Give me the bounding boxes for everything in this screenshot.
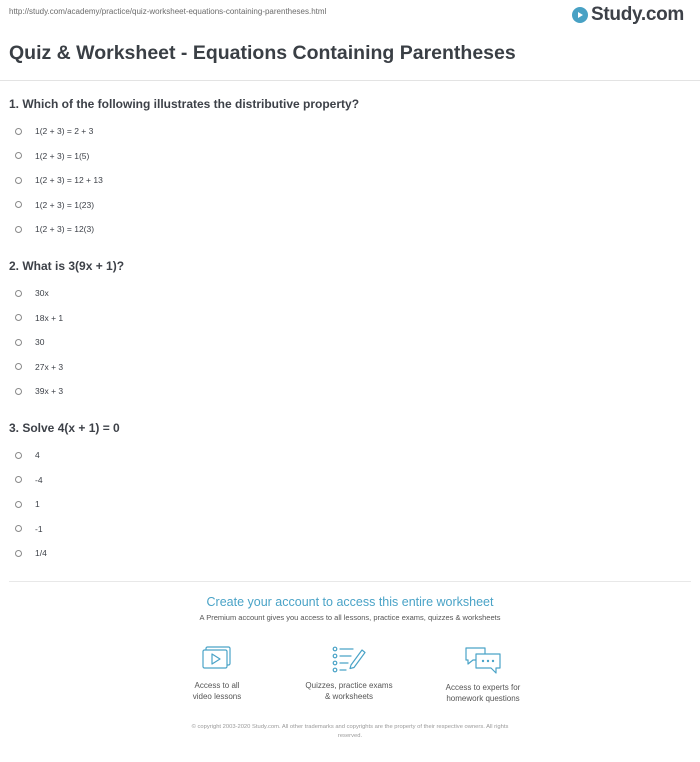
answer-option[interactable] [9, 217, 689, 242]
answer-label: 1(2 + 3) = 1(23) [35, 199, 95, 210]
feature-label-line: & worksheets [324, 692, 374, 701]
radio-button[interactable] [15, 226, 22, 233]
page-url: http://study.com/academy/practice/quiz-worksheet-equations-containing-parentheses.html [9, 7, 327, 16]
answer-option[interactable] [9, 379, 689, 404]
feature-label-line: video lessons [192, 692, 242, 701]
radio-button[interactable] [15, 550, 22, 557]
radio-button[interactable] [15, 363, 22, 370]
answer-option[interactable] [9, 443, 689, 468]
answer-label: 39x + 3 [35, 386, 64, 397]
cta-subtitle: A Premium account gives you access to all lessons, practice exams, quizzes & worksheets [199, 613, 501, 622]
question-text: 2. What is 3(9x + 1)? [9, 259, 125, 273]
answer-option[interactable] [9, 355, 689, 380]
radio-button[interactable] [15, 290, 22, 297]
answer-label: 30 [35, 337, 45, 348]
cta-title[interactable]: Create your account to access this entire worksheet [206, 595, 494, 609]
answer-label: -4 [35, 474, 43, 485]
answer-option[interactable] [9, 306, 689, 331]
cta-divider [9, 581, 691, 582]
feature-label-line: Access to experts for [445, 683, 521, 692]
radio-button[interactable] [15, 152, 22, 159]
feature-video-lessons [152, 645, 282, 702]
feature-quizzes [284, 645, 414, 702]
answer-option[interactable] [9, 330, 689, 355]
radio-button[interactable] [15, 339, 22, 346]
answer-option[interactable] [9, 517, 689, 542]
copyright-line: © copyright 2003-2020 Study.com. All other trademarks and copyrights are the property of their respective owners. All rights [191, 724, 509, 730]
radio-button[interactable] [15, 501, 22, 508]
chat-bubble-icon [418, 645, 548, 675]
answer-option[interactable] [9, 144, 689, 169]
feature-label-line: homework questions [446, 694, 520, 703]
radio-button[interactable] [15, 128, 22, 135]
question-text: 1. Which of the following illustrates the distributive property? [9, 97, 360, 111]
answer-label: -1 [35, 523, 43, 534]
answer-option[interactable] [9, 541, 689, 566]
answer-option[interactable] [9, 492, 689, 517]
answer-label: 1(2 + 3) = 12(3) [35, 224, 95, 235]
radio-button[interactable] [15, 388, 22, 395]
answer-label: 30x [35, 288, 49, 299]
answer-label: 27x + 3 [35, 361, 64, 372]
answer-label: 1(2 + 3) = 12 + 13 [35, 175, 103, 186]
feature-label-line: Quizzes, practice exams [305, 681, 393, 690]
page-title: Quiz & Worksheet - Equations Containing Parentheses [9, 42, 516, 64]
feature-label-line: Access to all [194, 681, 240, 690]
answer-option[interactable] [9, 119, 689, 144]
answer-label: 1/4 [35, 548, 47, 559]
answer-label: 1(2 + 3) = 2 + 3 [35, 126, 94, 137]
question-3 [9, 420, 689, 566]
video-lesson-icon [152, 645, 282, 673]
answer-option[interactable] [9, 468, 689, 493]
answer-option[interactable] [9, 193, 689, 218]
radio-button[interactable] [15, 452, 22, 459]
answer-option[interactable] [9, 281, 689, 306]
feature-experts [418, 645, 548, 704]
question-2 [9, 258, 689, 404]
answer-option[interactable] [9, 168, 689, 193]
study-logo[interactable] [572, 4, 684, 26]
quiz-checklist-icon [284, 645, 414, 673]
answer-label: 18x + 1 [35, 312, 64, 323]
copyright-line: reserved. [337, 733, 363, 739]
radio-button[interactable] [15, 201, 22, 208]
copyright [120, 723, 580, 741]
answer-label: 4 [35, 450, 40, 461]
radio-button[interactable] [15, 525, 22, 532]
answer-label: 1(2 + 3) = 1(5) [35, 150, 90, 161]
logo-text: Study.com [590, 4, 684, 25]
question-1 [9, 96, 689, 242]
radio-button[interactable] [15, 314, 22, 321]
question-text: 3. Solve 4(x + 1) = 0 [9, 421, 120, 435]
title-divider [0, 80, 700, 81]
play-icon [572, 7, 588, 23]
radio-button[interactable] [15, 177, 22, 184]
answer-label: 1 [35, 499, 40, 510]
radio-button[interactable] [15, 476, 22, 483]
